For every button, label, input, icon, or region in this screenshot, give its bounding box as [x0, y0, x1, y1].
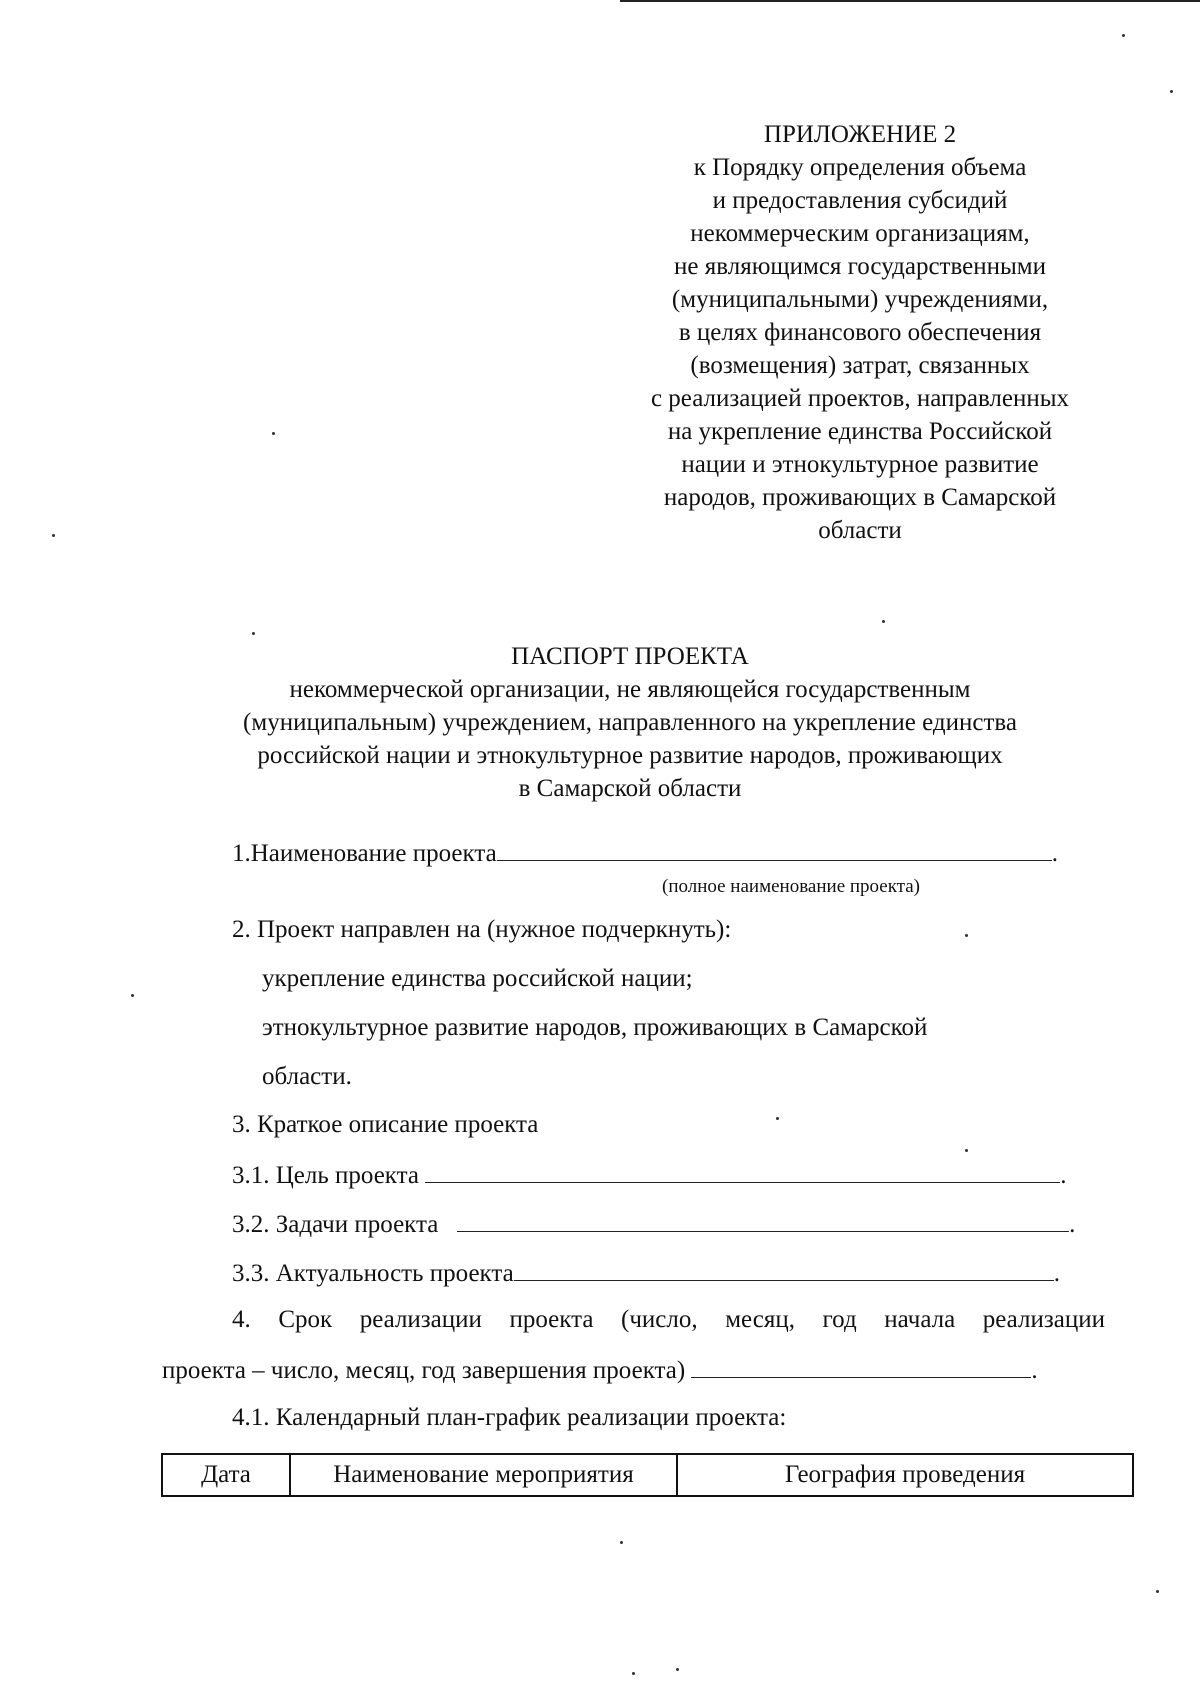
item32-period: .: [1069, 1211, 1076, 1238]
item2-option-ethnocultural-cont: области.: [262, 1063, 352, 1090]
scan-speck: [52, 534, 55, 537]
item4-word: реализации: [359, 1306, 482, 1333]
column-header-date: Дата: [162, 1454, 290, 1496]
scan-speck: [1156, 1590, 1159, 1593]
project-name-field[interactable]: [497, 838, 1052, 861]
scan-speck: [776, 1117, 779, 1120]
appendix-line: народов, проживающих в Самарской: [663, 484, 1057, 511]
scan-speck: [272, 432, 275, 435]
appendix-line: (возмещения) затрат, связанных: [690, 352, 1030, 379]
table-header-row: [162, 1454, 1133, 1496]
item31-label: 3.1. Цель проекта: [232, 1162, 419, 1189]
item4-word: проекта: [509, 1306, 594, 1333]
period-field[interactable]: [691, 1355, 1031, 1378]
passport-subtitle-line: российской нации и этнокультурное развитие народов, проживающих: [257, 742, 1003, 769]
scan-speck: [620, 1541, 623, 1544]
item2-option-ethnocultural[interactable]: этнокультурное развитие народов, проживающих в Самарской: [262, 1014, 928, 1041]
scan-speck: [882, 620, 885, 623]
scan-speck: [676, 1668, 679, 1671]
item3-label: 3. Краткое описание проекта: [232, 1111, 539, 1138]
appendix-line: области: [818, 517, 902, 544]
passport-subtitle-line: некоммерческой организации, не являющейся государственным: [289, 676, 971, 703]
item4-line2-text: проекта – число, месяц, год завершения проекта): [162, 1357, 686, 1384]
appendix-line: (муниципальными) учреждениями,: [671, 286, 1049, 313]
item1-hint: (полное наименование проекта): [662, 876, 920, 897]
appendix-line: на укрепление единства Российской: [667, 418, 1053, 445]
item33-label: 3.3. Актуальность проекта: [232, 1260, 514, 1287]
top-edge-rule: [620, 0, 1200, 2]
passport-heading: [130, 640, 1130, 805]
goal-field[interactable]: [425, 1160, 1060, 1183]
column-header-geography: География проведения: [677, 1454, 1133, 1496]
item4-word: месяц,: [725, 1306, 795, 1333]
schedule-table: [161, 1453, 1134, 1497]
item32-row: [232, 1209, 1075, 1239]
item4-word: год: [822, 1306, 857, 1333]
appendix-line: к Порядку определения объема: [693, 154, 1027, 181]
scan-speck: [1170, 90, 1173, 93]
item41-label: 4.1. Календарный план-график реализации проекта:: [232, 1404, 787, 1431]
item31-row: [232, 1160, 1066, 1190]
appendix-line: некоммерческим организациям,: [690, 220, 1030, 247]
item4-word: (число,: [621, 1306, 698, 1333]
scan-speck: [965, 1149, 968, 1152]
column-header-event-name: Наименование мероприятия: [290, 1454, 677, 1496]
item4-line2: [162, 1355, 1038, 1385]
appendix-line: не являющимся государственными: [674, 253, 1046, 280]
appendix-line: в целях финансового обеспечения: [678, 319, 1042, 346]
appendix-header: [600, 118, 1120, 547]
scan-speck: [632, 1672, 635, 1675]
item2-option-unity[interactable]: укрепление единства российской нации;: [262, 965, 693, 992]
passport-title: ПАСПОРТ ПРОЕКТА: [511, 643, 749, 670]
passport-subtitle-line: (муниципальным) учреждением, направленного на укрепление единства: [243, 709, 1017, 736]
scan-speck: [252, 632, 255, 635]
item1-label: 1.Наименование проекта: [232, 840, 497, 867]
item4-word: реализации: [982, 1306, 1105, 1333]
relevance-field[interactable]: [514, 1258, 1054, 1281]
item1-row: [232, 838, 1058, 868]
item33-period: .: [1053, 1260, 1060, 1287]
item4-period: .: [1031, 1357, 1038, 1384]
appendix-title: ПРИЛОЖЕНИЕ 2: [763, 121, 957, 148]
item4-word: 4.: [232, 1306, 251, 1333]
passport-subtitle-line: в Самарской области: [518, 775, 742, 802]
item1-period: .: [1051, 840, 1058, 867]
item33-row: [232, 1258, 1060, 1288]
appendix-line: и предоставления субсидий: [712, 187, 1008, 214]
item31-period: .: [1060, 1162, 1067, 1189]
item2-label: 2. Проект направлен на (нужное подчеркнуть):: [232, 916, 732, 943]
appendix-line: нации и этнокультурное развитие: [681, 451, 1039, 478]
appendix-line: с реализацией проектов, направленных: [650, 385, 1070, 412]
item4-line1: [232, 1306, 1105, 1334]
scan-speck: [131, 994, 134, 997]
scan-speck: [1122, 34, 1125, 37]
tasks-field[interactable]: [457, 1209, 1069, 1232]
item4-word: Срок: [278, 1306, 333, 1333]
scan-speck: [965, 934, 968, 937]
item32-label: 3.2. Задачи проекта: [232, 1211, 439, 1238]
item4-word: начала: [884, 1306, 956, 1333]
